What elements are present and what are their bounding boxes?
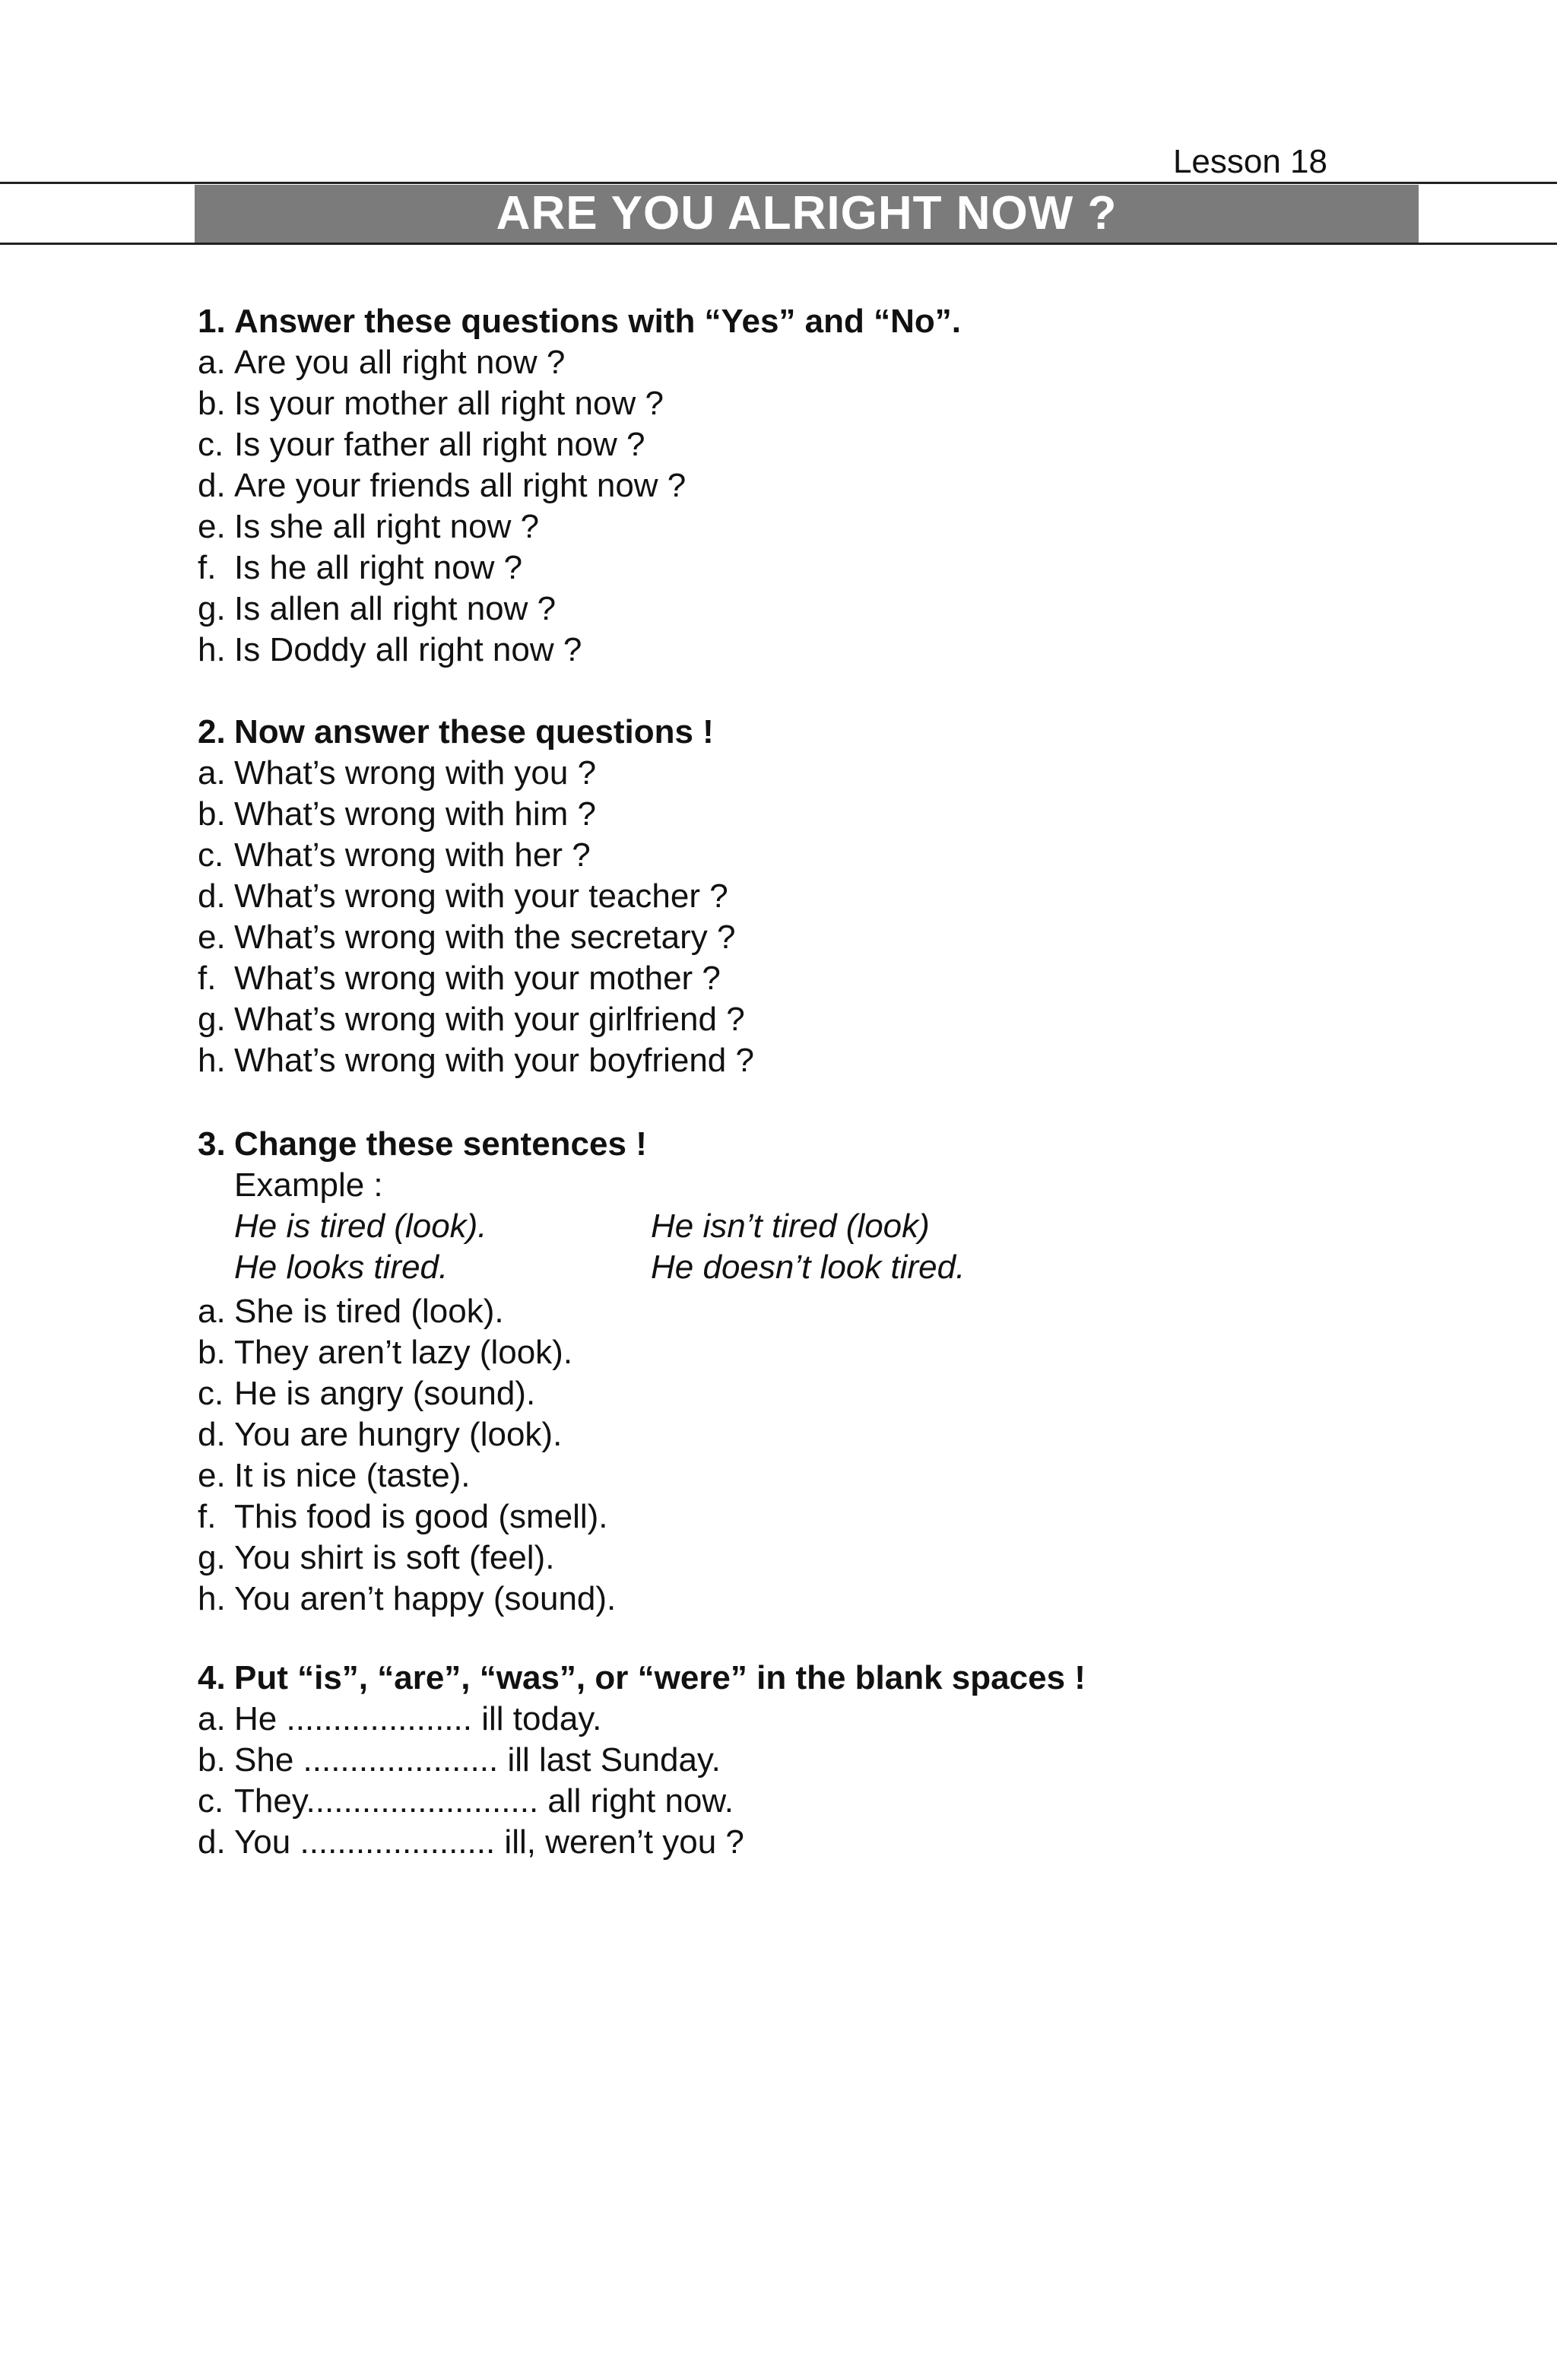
exercise-number: 2. bbox=[198, 713, 226, 750]
list-item bbox=[198, 1579, 1490, 1620]
item-text: What’s wrong with him ? bbox=[234, 795, 597, 833]
item-text: Is allen all right now ? bbox=[234, 590, 557, 627]
item-text: Are you all right now ? bbox=[234, 344, 566, 381]
list-item bbox=[198, 1291, 1490, 1332]
item-text: She ..................... ill last Sunday. bbox=[234, 1741, 721, 1779]
list-item bbox=[198, 1537, 1490, 1579]
list-item bbox=[198, 1822, 1490, 1863]
list-item bbox=[198, 876, 1490, 917]
exercise-instruction: Put “is”, “are”, “was”, or “were” in the blank spaces ! bbox=[234, 1659, 1086, 1696]
item-marker: e. bbox=[198, 1457, 226, 1494]
list-item bbox=[198, 835, 1490, 876]
list-item bbox=[198, 547, 1490, 589]
item-text: Is she all right now ? bbox=[234, 508, 540, 545]
exercise-4 bbox=[198, 1658, 1490, 1863]
list-item bbox=[198, 1332, 1490, 1373]
list-item bbox=[198, 630, 1490, 671]
list-item bbox=[198, 1699, 1490, 1740]
list-item bbox=[198, 1040, 1490, 1081]
exercise-instruction: Change these sentences ! bbox=[234, 1125, 647, 1163]
exercise-3 bbox=[198, 1124, 1490, 1620]
list-item bbox=[198, 917, 1490, 958]
item-marker: c. bbox=[198, 426, 224, 463]
list-item bbox=[198, 999, 1490, 1040]
list-item bbox=[198, 589, 1490, 630]
exercise-1 bbox=[198, 301, 1490, 671]
item-marker: g. bbox=[198, 590, 226, 627]
list-item bbox=[198, 1781, 1490, 1822]
list-item bbox=[198, 1740, 1490, 1781]
item-text: Is your father all right now ? bbox=[234, 426, 645, 463]
item-text: What’s wrong with your teacher ? bbox=[234, 877, 728, 915]
header-top-rule bbox=[0, 182, 1557, 184]
example-row bbox=[234, 1247, 1490, 1288]
item-marker: c. bbox=[198, 1375, 224, 1412]
example-label: Example : bbox=[234, 1166, 383, 1204]
example-row bbox=[234, 1206, 1490, 1247]
example-negative: He doesn’t look tired. bbox=[651, 1249, 966, 1286]
item-text: It is nice (taste). bbox=[234, 1457, 471, 1494]
item-text: You ..................... ill, weren’t you ? bbox=[234, 1823, 744, 1861]
list-item bbox=[198, 342, 1490, 383]
item-text: What’s wrong with her ? bbox=[234, 836, 591, 874]
item-text: Is your mother all right now ? bbox=[234, 385, 664, 422]
item-marker: a. bbox=[198, 1293, 226, 1330]
item-text: You shirt is soft (feel). bbox=[234, 1539, 555, 1576]
item-marker: h. bbox=[198, 1042, 226, 1079]
item-marker: g. bbox=[198, 1001, 226, 1038]
exercise-instruction: Now answer these questions ! bbox=[234, 713, 714, 750]
example-original: He looks tired. bbox=[234, 1249, 449, 1286]
item-marker: d. bbox=[198, 1416, 226, 1453]
item-marker: b. bbox=[198, 1334, 226, 1371]
exercise-number: 3. bbox=[198, 1125, 226, 1163]
exercise-heading bbox=[198, 301, 1490, 342]
exercise-2 bbox=[198, 712, 1490, 1081]
item-marker: c. bbox=[198, 1782, 224, 1820]
list-item bbox=[198, 1373, 1490, 1414]
item-marker: e. bbox=[198, 508, 226, 545]
item-text: This food is good (smell). bbox=[234, 1498, 608, 1535]
example-original: He is tired (look). bbox=[234, 1207, 487, 1245]
item-marker: b. bbox=[198, 385, 226, 422]
item-marker: d. bbox=[198, 877, 226, 915]
list-item bbox=[198, 753, 1490, 794]
item-marker: f. bbox=[198, 960, 217, 997]
item-text: He .................... ill today. bbox=[234, 1700, 602, 1737]
exercise-number: 1. bbox=[198, 303, 226, 340]
item-marker: e. bbox=[198, 919, 226, 956]
lesson-number: Lesson 18 bbox=[1172, 143, 1327, 180]
list-item bbox=[198, 383, 1490, 424]
exercise-number: 4. bbox=[198, 1659, 226, 1696]
item-text: What’s wrong with your mother ? bbox=[234, 960, 721, 997]
exercise-instruction: Answer these questions with “Yes” and “No”. bbox=[234, 303, 961, 340]
exercise-heading bbox=[198, 1658, 1490, 1699]
item-marker: c. bbox=[198, 836, 224, 874]
item-text: She is tired (look). bbox=[234, 1293, 504, 1330]
item-text: What’s wrong with your boyfriend ? bbox=[234, 1042, 754, 1079]
exercise-heading bbox=[198, 712, 1490, 753]
example-negative: He isn’t tired (look) bbox=[651, 1207, 930, 1245]
item-marker: h. bbox=[198, 1580, 226, 1617]
item-text: What’s wrong with the secretary ? bbox=[234, 919, 736, 956]
example-block bbox=[198, 1165, 1490, 1288]
item-text: What’s wrong with your girlfriend ? bbox=[234, 1001, 745, 1038]
item-marker: a. bbox=[198, 344, 226, 381]
item-text: They aren’t lazy (look). bbox=[234, 1334, 573, 1371]
list-item bbox=[198, 1455, 1490, 1496]
item-marker: d. bbox=[198, 467, 226, 504]
item-marker: a. bbox=[198, 1700, 226, 1737]
item-marker: b. bbox=[198, 795, 226, 833]
item-text: He is angry (sound). bbox=[234, 1375, 536, 1412]
item-text: You aren’t happy (sound). bbox=[234, 1580, 617, 1617]
list-item bbox=[198, 506, 1490, 547]
item-marker: g. bbox=[198, 1539, 226, 1576]
list-item bbox=[198, 1414, 1490, 1455]
item-marker: h. bbox=[198, 631, 226, 668]
header-bottom-rule bbox=[0, 243, 1557, 245]
item-marker: a. bbox=[198, 754, 226, 792]
list-item bbox=[198, 1496, 1490, 1537]
page-title: ARE YOU ALRIGHT NOW ? bbox=[195, 185, 1419, 243]
list-item bbox=[198, 794, 1490, 835]
item-text: Is he all right now ? bbox=[234, 549, 523, 586]
item-text: Is Doddy all right now ? bbox=[234, 631, 582, 668]
item-marker: f. bbox=[198, 549, 217, 586]
list-item bbox=[198, 958, 1490, 999]
list-item bbox=[198, 424, 1490, 465]
list-item bbox=[198, 465, 1490, 506]
item-text: You are hungry (look). bbox=[234, 1416, 563, 1453]
item-text: They......................... all right now. bbox=[234, 1782, 734, 1820]
item-text: Are your friends all right now ? bbox=[234, 467, 687, 504]
exercise-heading bbox=[198, 1124, 1490, 1165]
item-text: What’s wrong with you ? bbox=[234, 754, 597, 792]
item-marker: f. bbox=[198, 1498, 217, 1535]
item-marker: d. bbox=[198, 1823, 226, 1861]
item-marker: b. bbox=[198, 1741, 226, 1779]
